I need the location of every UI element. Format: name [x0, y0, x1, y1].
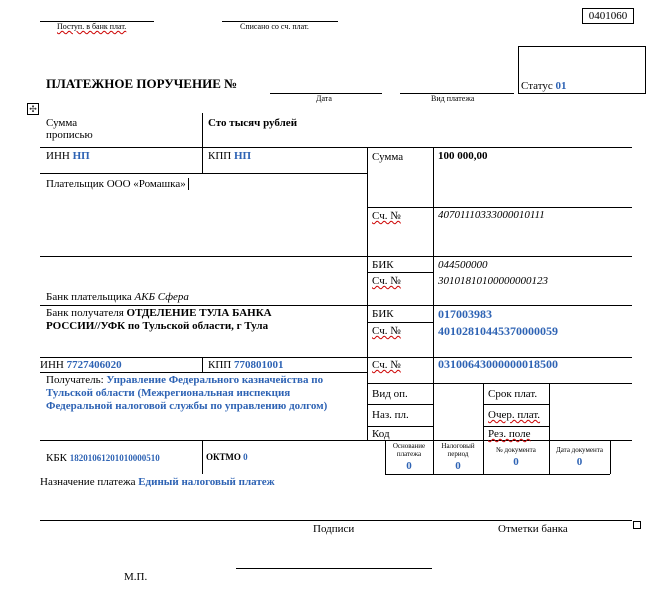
amount-words-value[interactable]: Сто тысяч рублей: [208, 117, 298, 129]
kbk: КБК 18201061201010000510: [46, 452, 160, 464]
payer-bik-value[interactable]: 044500000: [438, 259, 488, 271]
order-label: Очер. плат.: [488, 409, 541, 421]
form-code-box: [582, 8, 634, 24]
code-label: Код: [372, 428, 390, 440]
period-value[interactable]: 0: [455, 460, 461, 472]
row-line-426b: [483, 426, 549, 427]
corner-marker: [633, 521, 641, 529]
payer-bank: Банк плательщика АКБ Сфера: [46, 291, 189, 303]
col-549: [549, 383, 550, 440]
row-line-440: [40, 440, 632, 441]
payee-bik-value[interactable]: 017003983: [438, 307, 492, 321]
tax-col-202: [202, 440, 203, 474]
row-line-256: [40, 256, 632, 257]
row-line-383: [367, 383, 632, 384]
tax-bottom-line: [385, 474, 610, 475]
payer-name[interactable]: Плательщик ООО «Ромашка»: [46, 178, 192, 190]
payee-kpp: КПП 770801001: [208, 359, 284, 371]
payee-account-label: Сч. №: [372, 359, 401, 371]
doc-no-value[interactable]: 0: [513, 456, 519, 468]
op-type-label: Вид оп.: [372, 388, 408, 400]
debited-label: Списано со сч. плат.: [240, 22, 309, 31]
doc-date-value[interactable]: 0: [576, 456, 583, 468]
basis-label: Основание платежа: [392, 442, 426, 458]
payee-corr-label: Сч. №: [372, 325, 401, 337]
row-line-322: [367, 322, 433, 323]
row-line-404: [367, 404, 433, 405]
term-label: Срок плат.: [488, 388, 538, 400]
purpose-code-label: Наз. пл.: [372, 409, 409, 421]
amount-label: Сумма: [372, 151, 404, 163]
doc-no-label: № документа: [496, 446, 536, 454]
payer-account-label: Сч. №: [372, 210, 401, 222]
signature-line: [236, 568, 432, 569]
basis-value[interactable]: 0: [406, 460, 412, 472]
payer-bik-label: БИК: [372, 259, 394, 271]
form-code: 0401060: [588, 10, 628, 22]
col-433: [433, 147, 434, 440]
status-value[interactable]: 01: [555, 80, 567, 92]
row-line-404b: [483, 404, 549, 405]
payee-account-value[interactable]: 03100643000000018500: [438, 357, 558, 371]
payer-corr-value[interactable]: 30101810100000000123: [438, 275, 548, 287]
stamp-label: М.П.: [124, 571, 148, 583]
doc-date-label: Дата документа: [555, 446, 603, 454]
payee-bik-label: БИК: [372, 308, 394, 320]
row-line-147: [40, 147, 632, 148]
bank-marks-label: Отметки банка: [498, 523, 568, 535]
payer-inn: ИНН НП: [46, 150, 90, 162]
col-367: [367, 147, 368, 440]
row-line-372: [40, 372, 367, 373]
date-label: Дата: [316, 94, 332, 103]
payee-corr-value[interactable]: 40102810445370000059: [438, 324, 558, 338]
row-line-426: [367, 426, 433, 427]
tax-col-610: [610, 440, 611, 474]
payer-corr-label: Сч. №: [372, 275, 401, 287]
amount-value[interactable]: 100 000,00: [438, 150, 488, 162]
reserve-label: Рез. поле: [488, 428, 531, 440]
status-label: Статус 01: [521, 80, 567, 92]
payer-inn-kpp-divider: [202, 147, 203, 173]
payment-type-label: Вид платежа: [431, 94, 475, 103]
footer-line: [40, 520, 632, 521]
payee-bank: Банк получателя ОТДЕЛЕНИЕ ТУЛА БАНКА РОССИИ//УФК по Тульской области, г Тула: [46, 307, 272, 332]
payer-account-value[interactable]: 40701110333000010111: [438, 209, 545, 221]
payee-name[interactable]: Получатель: Управление Федерального казначейства по Тульской области (Межрегиональная инспекция Федеральной налоговой службы по управлению долгом): [46, 374, 328, 412]
period-label: Налоговый период: [441, 442, 475, 458]
amount-words-label: Сумма прописью: [46, 117, 93, 141]
payee-inn: ИНН 7727406020: [40, 359, 122, 371]
amount-words-divider: [202, 113, 203, 147]
move-handle-icon[interactable]: ✣: [27, 103, 39, 115]
row-line-272: [367, 272, 433, 273]
row-line-207: [367, 207, 632, 208]
oktmo: ОКТМО 0: [206, 452, 248, 462]
received-label: Поступ. в банк плат.: [57, 22, 127, 31]
row-line-173: [40, 173, 367, 174]
col-483: [483, 383, 484, 440]
payee-inn-kpp-divider: [202, 357, 203, 372]
row-line-305: [40, 305, 632, 306]
signatures-label: Подписи: [313, 523, 355, 535]
payer-kpp: КПП НП: [208, 150, 252, 162]
form-title: ПЛАТЕЖНОЕ ПОРУЧЕНИЕ №: [46, 76, 238, 91]
payment-purpose: Назначение платежа Единый налоговый платеж: [40, 476, 275, 488]
